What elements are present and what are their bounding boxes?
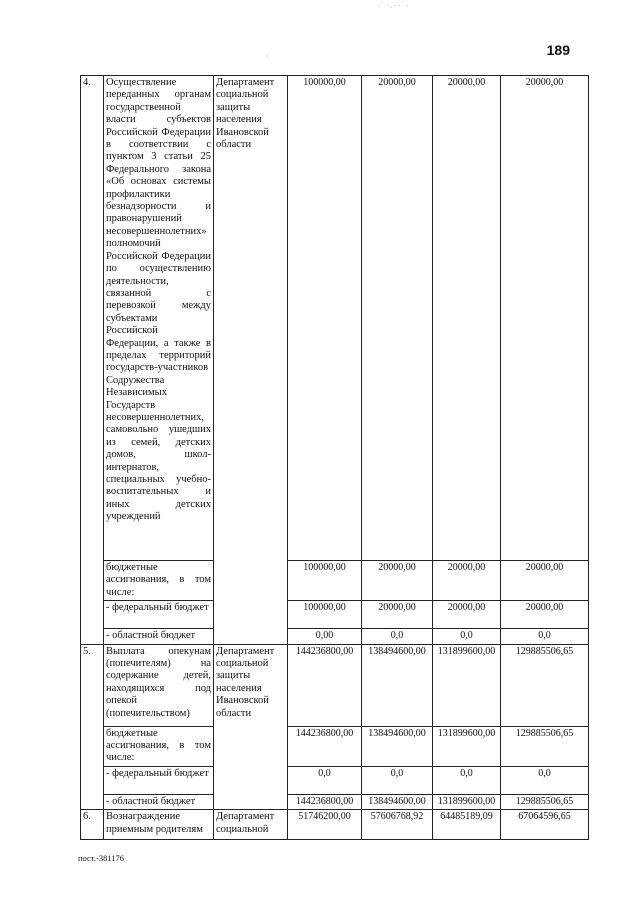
value-cell: 100000,00 — [288, 561, 362, 601]
value-cell: 64485189,09 — [433, 810, 501, 840]
value-cell: 57606768,92 — [362, 810, 433, 840]
department-cell — [214, 810, 288, 840]
row-label: - областной бюджет — [104, 794, 214, 809]
value-cell: 20000,00 — [501, 601, 589, 629]
value-cell: 100000,00 — [288, 76, 362, 561]
value-cell: 0,0 — [433, 766, 501, 794]
row-description: Осуществление переданных органам государственной власти субъектов Российской Федерации в соответствии с пунктом 3 статьи 25 Федерального закона «Об основах системы профилактики безнадзорности и правонарушений несовершеннолетних» полномочий Российской Федерации по осуществлению деятельности, связанной с перевозкой между субъектами Российской Федерации, а также в пределах территорий государств-участников Содружества Независимых Государств несовершеннолетних, самовольно ушедших из семей, детских домов, школ-интернатов, специальных учебно-воспитательных и иных детских учреждений — [104, 76, 214, 561]
value-cell: 51746200,00 — [288, 810, 362, 840]
value-cell: 138494600,00 — [362, 794, 433, 809]
value-cell: 0,0 — [433, 629, 501, 644]
value-cell: 20000,00 — [433, 561, 501, 601]
value-cell: 20000,00 — [433, 76, 501, 561]
table-row — [81, 726, 589, 766]
value-cell: 131899600,00 — [433, 644, 501, 726]
value-cell: 129885506,65 — [501, 644, 589, 726]
budget-table — [80, 75, 589, 840]
table-row — [81, 644, 589, 726]
value-cell: 144236800,00 — [288, 726, 362, 766]
value-cell: 129885506,65 — [501, 794, 589, 809]
value-cell: 20000,00 — [501, 561, 589, 601]
document-code: пост.-381176 — [78, 853, 124, 863]
table-row — [81, 76, 589, 561]
department-name: Департамент социальной защиты населения Ивановской области — [216, 77, 275, 151]
value-cell: 100000,00 — [288, 601, 362, 629]
department-name: Департамент социальной — [216, 811, 275, 835]
row-description: Вознаграждение приемным родителям — [104, 810, 214, 840]
table-row — [81, 561, 589, 601]
row-label: бюджетные ассигнования, в том числе: — [104, 726, 214, 766]
value-cell: 129885506,65 — [501, 726, 589, 766]
value-cell: 0,0 — [362, 766, 433, 794]
scan-artifact: · — [266, 52, 269, 61]
table-row — [81, 766, 589, 794]
value-cell: 131899600,00 — [433, 726, 501, 766]
table-row — [81, 601, 589, 629]
value-cell: 144236800,00 — [288, 794, 362, 809]
page-number: 189 — [546, 42, 570, 58]
value-cell: 67064596,65 — [501, 810, 589, 840]
value-cell: 144236800,00 — [288, 644, 362, 726]
table-row — [81, 629, 589, 644]
row-number: 6. — [81, 810, 104, 840]
row-label: - федеральный бюджет — [104, 766, 214, 794]
row-label: - федеральный бюджет — [104, 601, 214, 629]
value-cell: 20000,00 — [433, 601, 501, 629]
value-cell: 138494600,00 — [362, 726, 433, 766]
value-cell: 138494600,00 — [362, 644, 433, 726]
value-cell: 0,0 — [501, 766, 589, 794]
row-label: - областной бюджет — [104, 629, 214, 644]
value-cell: 20000,00 — [501, 76, 589, 561]
value-cell: 131899600,00 — [433, 794, 501, 809]
department-name: Департамент социальной защиты населения Ивановской области — [216, 645, 275, 719]
scan-artifact: · ·.·· · — [378, 2, 411, 10]
table-row — [81, 810, 589, 840]
value-cell: 20000,00 — [362, 76, 433, 561]
value-cell: 0,0 — [288, 766, 362, 794]
value-cell: 20000,00 — [362, 601, 433, 629]
value-cell: 0,00 — [288, 629, 362, 644]
row-description: Выплата опекунам (попечителям) на содержание детей, находящихся под опекой (попечительством) — [104, 644, 214, 726]
department-cell — [214, 76, 288, 645]
value-cell: 0,0 — [362, 629, 433, 644]
row-label: бюджетные ассигнования, в том числе: — [104, 561, 214, 601]
table-row — [81, 794, 589, 809]
value-cell: 0,0 — [501, 629, 589, 644]
value-cell: 20000,00 — [362, 561, 433, 601]
row-number: 4. — [81, 76, 104, 645]
department-cell — [214, 644, 288, 810]
row-number: 5. — [81, 644, 104, 810]
